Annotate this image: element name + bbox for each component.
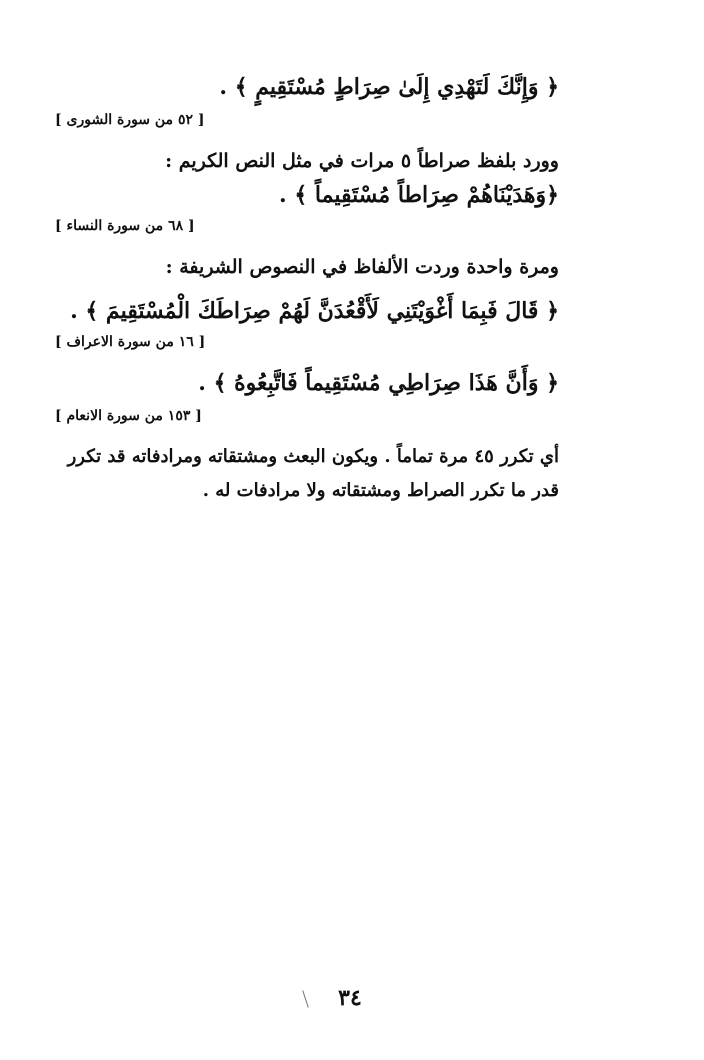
paragraph-line-3: أي تكرر ٤٥ مرة تماماً . ويكون البعث ومشتقاته ومرادفاته قد تكرر — [67, 446, 559, 467]
quran-verse-3: ﴿ قَالَ فَبِمَا أَغْوَيْتَنِي لَأَقْعُدَنَّ لَهُمْ صِرَاطَكَ الْمُسْتَقِيمَ ﴾ . — [70, 298, 559, 324]
verse-reference-1-text: [ ٥٢ من سورة الشورى ] — [55, 112, 205, 128]
quran-verse-1: ﴿ وَإِنَّكَ لَتَهْدِي إِلَىٰ صِرَاطٍ مُسْتَقِيمٍ ﴾ . — [219, 74, 559, 100]
page-number: ٣٤ — [338, 985, 362, 1011]
verse-reference-3 — [55, 334, 205, 350]
paragraph-line-4: قدر ما تكرر الصراط ومشتقاته ولا مرادفات له . — [202, 480, 559, 501]
paragraph-line-2: ومرة واحدة وردت الألفاظ في النصوص الشريفة : — [165, 256, 559, 278]
verse-reference-2 — [55, 218, 195, 234]
verse-reference-1 — [55, 112, 204, 128]
quran-verse-4: ﴿ وَأَنَّ هَذَا صِرَاطِي مُسْتَقِيماً فَاتَّبِعُوهُ ﴾ . — [198, 370, 559, 396]
verse-reference-4 — [55, 408, 202, 424]
verse-reference-3-text: [ ١٦ من سورة الاعراف ] — [55, 334, 206, 350]
paragraph-line-1: وورد بلفظ صراطاً ٥ مرات في مثل النص الكريم : — [165, 150, 559, 172]
verse-reference-4-text: [ ١٥٣ من سورة الانعام ] — [55, 408, 202, 424]
verse-reference-2-text: [ ٦٨ من سورة النساء ] — [55, 218, 195, 234]
quran-verse-2: ﴿وَهَدَيْنَاهُمْ صِرَاطاً مُسْتَقِيماً ﴾ . — [279, 182, 559, 208]
